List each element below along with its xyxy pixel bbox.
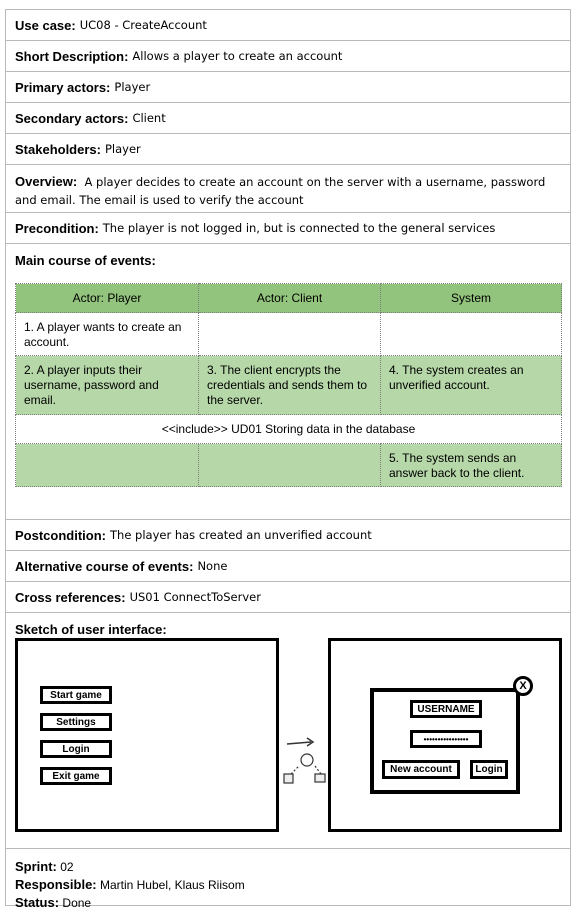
header-system: System (381, 284, 562, 313)
secondary-actors-row (6, 103, 570, 134)
primary-actors-row (6, 72, 570, 103)
stakeholders-label: Stakeholders: (15, 141, 101, 157)
table-cell: 4. The system creates an unverified account. (381, 356, 562, 415)
connection-arrows-icon (281, 724, 327, 794)
footer (6, 852, 570, 918)
alternative-course-label: Alternative course of events: (15, 558, 194, 574)
include-row (16, 415, 562, 444)
responsible-line (15, 876, 561, 894)
postcondition-value: The player has created an unverified account (110, 528, 372, 542)
table-row (16, 313, 562, 356)
alternative-course-value: None (197, 559, 228, 573)
exit-game-button[interactable]: Exit game (40, 767, 112, 785)
table-cell: 5. The system sends an answer back to the client. (381, 444, 562, 487)
login-button[interactable]: Login (470, 760, 508, 779)
table-row (16, 356, 562, 415)
cross-references-label: Cross references: (15, 589, 126, 605)
postcondition-row (6, 520, 570, 551)
username-field[interactable]: USERNAME (410, 700, 482, 718)
precondition-row (6, 213, 570, 244)
main-menu-screen (15, 638, 279, 832)
stakeholders-value: Player (104, 142, 141, 156)
cross-references-value: US01 ConnectToServer (129, 590, 261, 604)
precondition-label: Precondition: (15, 220, 99, 236)
overview-value: A player decides to create an account on the server with a username, password and email. The email is used to verify the account (15, 175, 546, 207)
close-button[interactable]: X (513, 676, 533, 696)
table-cell (16, 444, 199, 487)
settings-button[interactable]: Settings (40, 713, 112, 731)
use-case-row (6, 10, 570, 41)
table-cell: 1. A player wants to create an account. (16, 313, 199, 356)
include-cell: <<include>> UD01 Storing data in the database (16, 415, 562, 444)
main-course-label: Main course of events: (15, 253, 156, 268)
sketch-label: Sketch of user interface: (15, 622, 167, 637)
overview-label: Overview: (15, 174, 78, 189)
table-cell (199, 313, 381, 356)
table-cell: 2. A player inputs their username, password and email. (16, 356, 199, 415)
short-description-value: Allows a player to create an account (132, 49, 343, 63)
secondary-actors-value: Client (132, 111, 166, 125)
table-row (16, 444, 562, 487)
header-actor-client: Actor: Client (199, 284, 381, 313)
precondition-value: The player is not logged in, but is connected to the general services (102, 221, 496, 235)
sprint-label: Sprint: (15, 859, 57, 874)
primary-actors-value: Player (114, 80, 151, 94)
login-dialog (370, 688, 520, 794)
status-value: Done (62, 896, 92, 910)
new-account-button[interactable]: New account (382, 760, 460, 779)
ui-sketch (15, 638, 565, 844)
use-case-document (5, 9, 571, 910)
table-cell: 3. The client encrypts the credentials and sends them to the server. (199, 356, 381, 415)
short-description-label: Short Description: (15, 48, 129, 64)
use-case-label: Use case: (15, 17, 76, 33)
stakeholders-row (6, 134, 570, 165)
sprint-line (15, 858, 561, 876)
events-table (15, 283, 562, 487)
alternative-course-row (6, 551, 570, 582)
primary-actors-label: Primary actors: (15, 79, 111, 95)
postcondition-label: Postcondition: (15, 527, 106, 543)
cross-references-row (6, 582, 570, 613)
header-actor-player: Actor: Player (16, 284, 199, 313)
login-menu-button[interactable]: Login (40, 740, 112, 758)
password-field[interactable]: •••••••••••••••• (410, 730, 482, 748)
responsible-label: Responsible: (15, 877, 97, 892)
use-case-value: UC08 - CreateAccount (79, 18, 207, 32)
status-label: Status: (15, 895, 60, 910)
status-line (15, 894, 561, 912)
start-game-button[interactable]: Start game (40, 686, 112, 704)
table-cell (199, 444, 381, 487)
sprint-value: 02 (60, 860, 74, 874)
short-description-row (6, 41, 570, 72)
login-screen (328, 638, 562, 832)
responsible-value: Martin Hubel, Klaus Riisom (99, 878, 245, 892)
secondary-actors-label: Secondary actors: (15, 110, 129, 126)
table-cell (381, 313, 562, 356)
overview-row (6, 165, 570, 213)
